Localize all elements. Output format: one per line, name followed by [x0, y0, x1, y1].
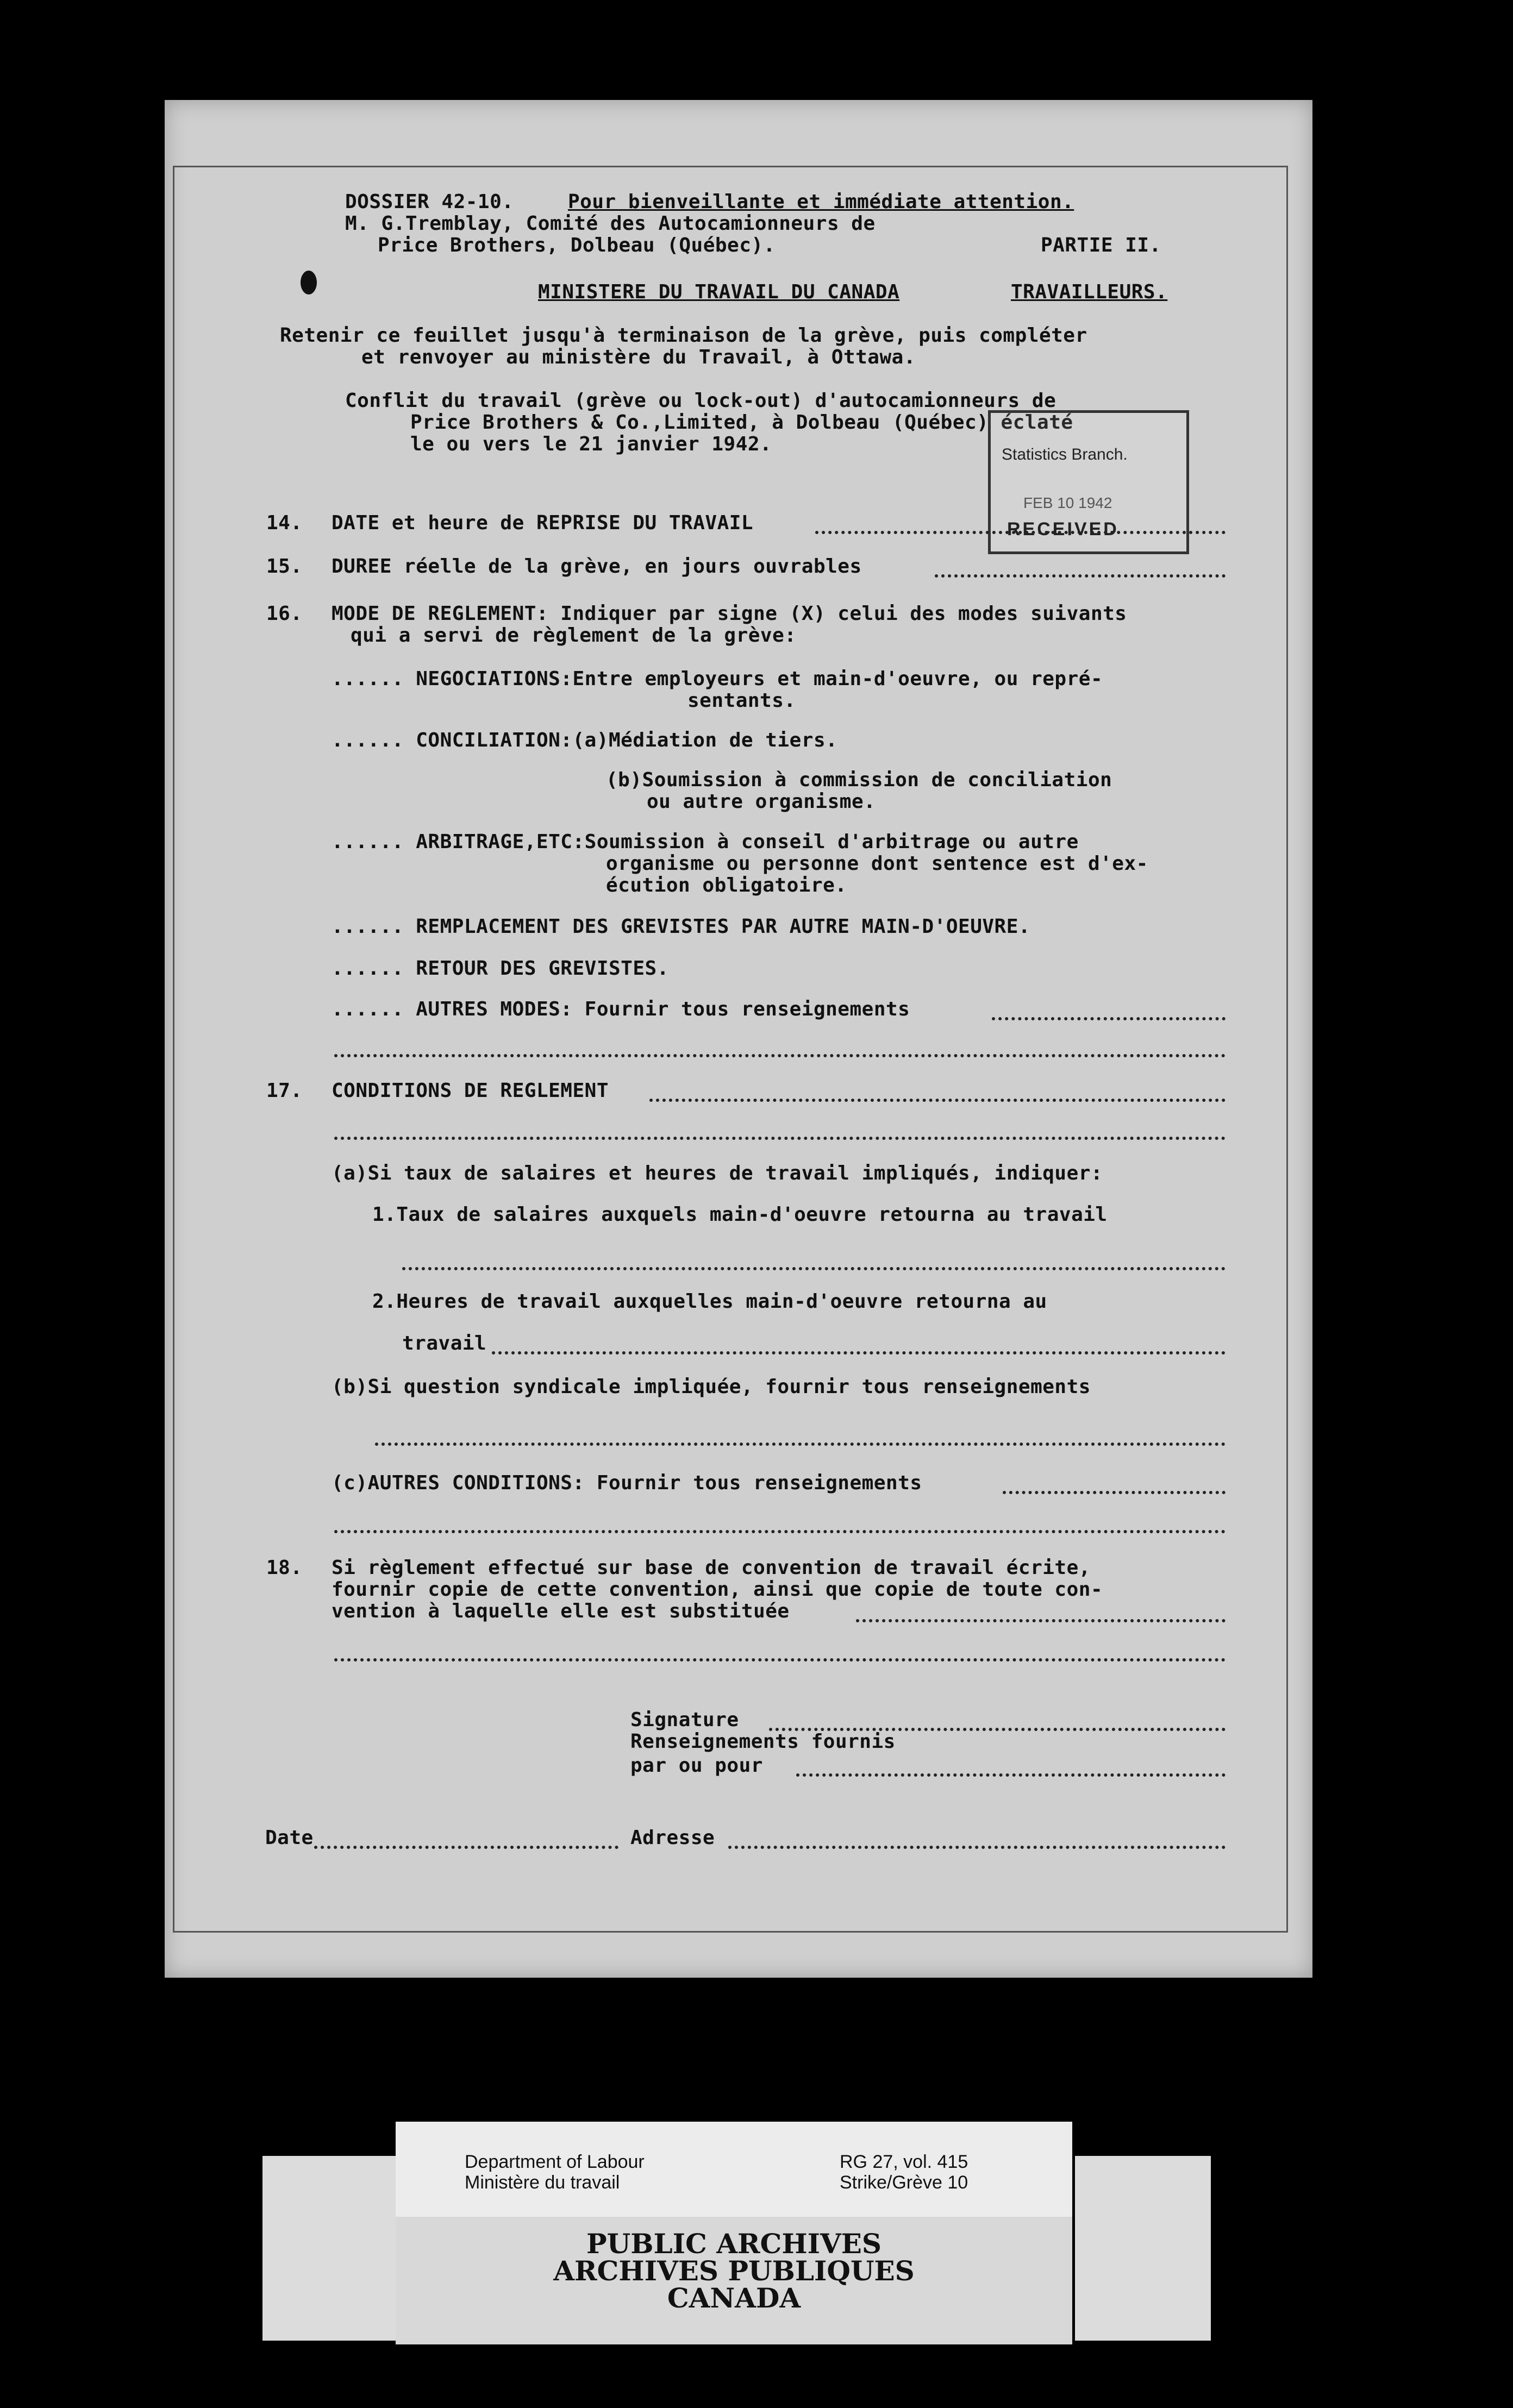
ministry-title: MINISTERE DU TRAVAIL DU CANADA: [538, 281, 900, 303]
option-arbitrage-cont-2: écution obligatoire.: [606, 874, 847, 896]
adresse-line[interactable]: [728, 1846, 1226, 1849]
item-17b-question: (b)Si question syndicale impliquée, fournir tous renseignements: [332, 1376, 1091, 1398]
option-conciliation-b-cont: ou autre organisme.: [647, 791, 876, 813]
archive-stamp-line-1: PUBLIC ARCHIVES: [586, 2228, 881, 2260]
autres-modes-line-1[interactable]: [992, 1017, 1226, 1020]
stamp-received: RECEIVED: [1007, 519, 1119, 540]
archive-stamp-line-3: CANADA: [667, 2282, 801, 2314]
option-negociations-cont: sentants.: [687, 689, 796, 712]
conflict-line-1: Conflit du travail (grève ou lock-out) d'autocamionneurs de: [345, 390, 1056, 412]
label-ref: RG 27, vol. 415: [840, 2152, 968, 2172]
conflict-line-2: Price Brothers & Co.,Limited, à Dolbeau (Québec) éclaté: [410, 411, 1073, 434]
item-14-number: 14.: [266, 512, 303, 534]
item-17a1-question: 1.Taux de salaires auxquels main-d'oeuvre retourna au travail: [372, 1203, 1108, 1226]
attention-note: Pour bienveillante et immédiate attention.: [568, 191, 1074, 213]
conflict-line-3: le ou vers le 21 janvier 1942.: [410, 433, 772, 455]
item-18-answer-line-2[interactable]: [334, 1658, 1226, 1661]
item-15-question: DUREE réelle de la grève, en jours ouvrables: [332, 555, 862, 578]
renseignements-label: Renseignements fournis: [630, 1730, 896, 1753]
adresse-label: Adresse: [630, 1827, 715, 1849]
stamp-date: FEB 10 1942: [1023, 494, 1112, 511]
stamp-branch: Statistics Branch.: [1002, 446, 1128, 463]
item-15-answer-line[interactable]: [935, 574, 1226, 578]
archive-stamp-line-2: ARCHIVES PUBLIQUES: [553, 2255, 915, 2287]
item-17c-question: (c)AUTRES CONDITIONS: Fournir tous renseignements: [332, 1472, 922, 1494]
item-16-number: 16.: [266, 603, 303, 625]
label-strike: Strike/Grève 10: [840, 2172, 968, 2193]
date-line[interactable]: [314, 1846, 618, 1849]
signature-label: Signature: [630, 1709, 739, 1731]
item-17-answer-line-2[interactable]: [334, 1137, 1226, 1140]
item-15-number: 15.: [266, 555, 303, 578]
item-18-number: 18.: [266, 1557, 303, 1579]
option-autres-modes[interactable]: ...... AUTRES MODES: Fournir tous renseignements: [332, 998, 910, 1020]
item-16-question-1: MODE DE REGLEMENT: Indiquer par signe (X) celui des modes suivants: [332, 603, 1127, 625]
item-17b-answer-line[interactable]: [375, 1443, 1226, 1446]
item-17-answer-line-1[interactable]: [649, 1099, 1226, 1102]
item-14-answer-line[interactable]: [815, 531, 1226, 534]
part-label: PARTIE II.: [1041, 234, 1161, 256]
option-retour[interactable]: ...... RETOUR DES GREVISTES.: [332, 957, 669, 980]
instructions-line-1: Retenir ce feuillet jusqu'à terminaison de la grève, puis compléter: [280, 324, 1087, 347]
item-17a2-answer-line[interactable]: [492, 1351, 1226, 1354]
instructions-line-2: et renvoyer au ministère du Travail, à Ottawa.: [361, 346, 916, 368]
item-14-question: DATE et heure de REPRISE DU TRAVAIL: [332, 512, 754, 534]
item-16-question-2: qui a servi de règlement de la grève:: [351, 624, 797, 647]
option-remplacement[interactable]: ...... REMPLACEMENT DES GREVISTES PAR AUTRE MAIN-D'OEUVRE.: [332, 915, 1031, 938]
autres-modes-line-2[interactable]: [334, 1054, 1226, 1057]
item-17-number: 17.: [266, 1080, 303, 1102]
item-17a2-question-cont: travail: [402, 1332, 487, 1354]
item-17-question: CONDITIONS DE REGLEMENT: [332, 1080, 609, 1102]
option-conciliation-b: (b)Soumission à commission de conciliation: [606, 769, 1112, 791]
label-dept-fr: Ministère du travail: [465, 2172, 620, 2193]
label-right-tab: [1075, 2156, 1211, 2341]
addressee-line-1: M. G.Tremblay, Comité des Autocamionneurs de: [345, 212, 876, 235]
label-dept-en: Department of Labour: [465, 2152, 645, 2172]
punch-hole: [301, 271, 317, 294]
option-arbitrage[interactable]: ...... ARBITRAGE,ETC:Soumission à conseil d'arbitrage ou autre: [332, 831, 1079, 853]
item-18-answer-line-1[interactable]: [856, 1619, 1226, 1622]
addressee-line-2: Price Brothers, Dolbeau (Québec).: [378, 234, 776, 256]
item-17a1-answer-line[interactable]: [402, 1267, 1226, 1270]
option-conciliation[interactable]: ...... CONCILIATION:(a)Médiation de tiers.: [332, 729, 838, 751]
par-ou-pour-line[interactable]: [796, 1773, 1226, 1777]
par-ou-pour-label: par ou pour: [630, 1754, 763, 1777]
workers-label: TRAVAILLEURS.: [1011, 281, 1168, 303]
item-18-question-2: fournir copie de cette convention, ainsi que copie de toute con-: [332, 1578, 1103, 1601]
item-17c-answer-line-1[interactable]: [1003, 1491, 1226, 1494]
item-17a2-question: 2.Heures de travail auxquelles main-d'oeuvre retourna au: [372, 1290, 1047, 1313]
option-negociations[interactable]: ...... NEGOCIATIONS:Entre employeurs et main-d'oeuvre, ou repré-: [332, 668, 1103, 690]
item-17c-answer-line-2[interactable]: [334, 1530, 1226, 1533]
date-label: Date: [265, 1827, 314, 1849]
item-18-question-1: Si règlement effectué sur base de convention de travail écrite,: [332, 1557, 1091, 1579]
item-18-question-3: vention à laquelle elle est substituée: [332, 1600, 790, 1622]
label-left-tab: [262, 2156, 398, 2341]
item-17a-question: (a)Si taux de salaires et heures de travail impliqués, indiquer:: [332, 1162, 1103, 1184]
option-arbitrage-cont-1: organisme ou personne dont sentence est d'ex-: [606, 852, 1148, 875]
dossier-number: DOSSIER 42-10.: [345, 191, 514, 213]
